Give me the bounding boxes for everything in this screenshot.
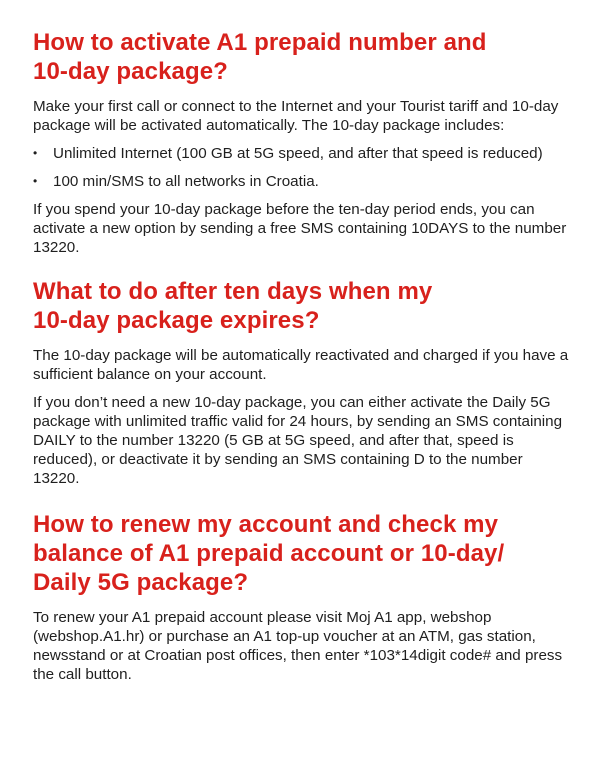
- heading-line: 10-day package expires?: [33, 307, 320, 334]
- heading-line: What to do after ten days when my: [33, 278, 433, 305]
- heading-line: balance of A1 prepaid account or 10-day/: [33, 540, 505, 567]
- heading-line: Daily 5G package?: [33, 569, 249, 596]
- bullet-icon: •: [33, 174, 38, 188]
- heading-activate: [33, 28, 573, 86]
- paragraph-renew: To renew your A1 prepaid account please visit Moj A1 app, webshop (webshop.A1.hr) or purchase an A1 top-up voucher at an ATM, gas station, newsstand or at Croatian post offices, then enter *103*14digit code# and press the call button.: [33, 609, 563, 683]
- package-includes-list: [33, 144, 573, 191]
- heading-after-ten-days: [33, 277, 573, 335]
- heading-line: 10-day package?: [33, 58, 228, 85]
- section-after-ten-days: [33, 277, 573, 488]
- paragraph-reactivation: The 10-day package will be automatically reactivated and charged if you have a sufficient balance on your account.: [33, 347, 569, 383]
- list-item-text: 100 min/SMS to all networks in Croatia.: [53, 173, 319, 190]
- list-item: [33, 144, 573, 163]
- list-item: [33, 172, 573, 191]
- bullet-icon: •: [33, 146, 38, 160]
- paragraph-intro: Make your first call or connect to the Internet and your Tourist tariff and 10-day package will be activated automatically. The 10-day package includes:: [33, 98, 559, 134]
- section-activate: [33, 28, 573, 257]
- paragraph-daily-option: If you don’t need a new 10-day package, you can either activate the Daily 5G package with unlimited traffic valid for 24 hours, by sending an SMS containing DAILY to the number 13220 (5 GB at 5G speed, and after that, speed is reduced), or deactivate it by sending an SMS containing D to the number 13220.: [33, 394, 563, 487]
- section-renew-account: [33, 510, 573, 684]
- document-page: [33, 28, 573, 704]
- paragraph-new-option: If you spend your 10-day package before the ten-day period ends, you can activate a new option by sending a free SMS containing 10DAYS to the number 13220.: [33, 201, 567, 256]
- heading-line: How to activate A1 prepaid number and: [33, 29, 487, 56]
- heading-line: How to renew my account and check my: [33, 511, 499, 538]
- heading-renew-account: [33, 510, 573, 597]
- list-item-text: Unlimited Internet (100 GB at 5G speed, and after that speed is reduced): [53, 145, 543, 162]
